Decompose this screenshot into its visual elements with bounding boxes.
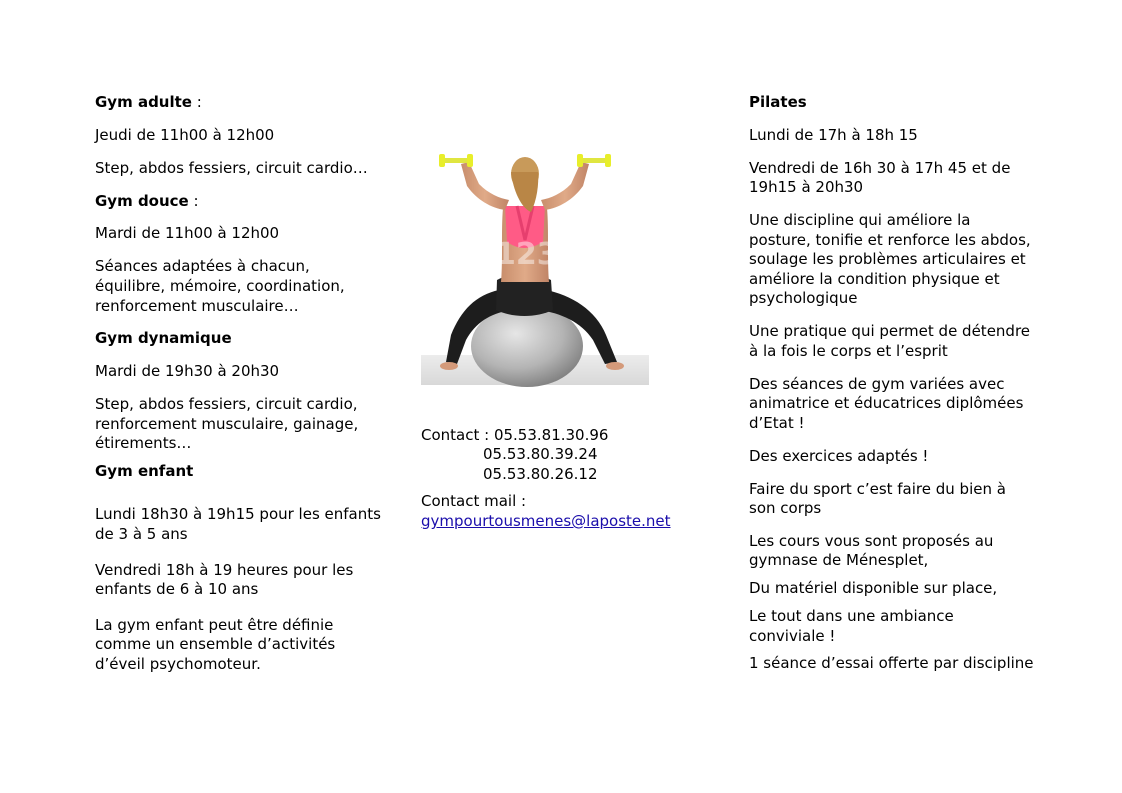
fitness-photo: [421, 150, 649, 388]
pilates-desc5-1: Faire du sport c’est faire du bien à: [749, 480, 1006, 498]
pilates-title: Pilates: [749, 93, 807, 111]
contact-phone-3: 05.53.80.26.12: [483, 465, 598, 483]
gym-dynamique-desc-1: Step, abdos fessiers, circuit cardio,: [95, 395, 358, 413]
pilates-desc8-1: Le tout dans une ambiance: [749, 607, 954, 625]
pilates-desc8-2: conviviale !: [749, 627, 836, 645]
gym-enfant-time1-1: Lundi 18h30 à 19h15 pour les enfants: [95, 505, 381, 523]
pilates-desc6-2: gymnase de Ménesplet,: [749, 551, 929, 569]
pilates-desc2-2: à la fois le corps et l’esprit: [749, 342, 948, 360]
pilates-desc2-1: Une pratique qui permet de détendre: [749, 322, 1031, 340]
contact-mail-link[interactable]: gympourtousmenes@laposte.net: [421, 512, 671, 530]
pilates-desc3-2: animatrice et éducatrices diplômées: [749, 394, 1024, 412]
pilates-desc1-5: psychologique: [749, 289, 858, 307]
pilates-desc1-1: Une discipline qui améliore la: [749, 211, 971, 229]
gym-douce-heading: [95, 192, 199, 212]
pilates-desc1-4: améliore la condition physique et: [749, 270, 1000, 288]
gym-douce-title: Gym douce: [95, 192, 189, 210]
gym-douce-desc-3: renforcement musculaire…: [95, 297, 299, 315]
gym-dynamique-desc-3: étirements…: [95, 434, 192, 452]
pilates-time-2-line-2: 19h15 à 20h30: [749, 178, 864, 196]
gym-enfant-title: Gym enfant: [95, 462, 194, 480]
pilates-desc5-2: son corps: [749, 499, 822, 517]
pilates-desc1-3: soulage les problèmes articulaires et: [749, 250, 1026, 268]
gym-enfant-desc-3: d’éveil psychomoteur.: [95, 655, 261, 673]
pilates-desc3-1: Des séances de gym variées avec: [749, 375, 1005, 393]
svg-text:123RF: 123RF: [495, 237, 602, 272]
gym-douce-colon: :: [188, 192, 199, 210]
gym-dynamique-time: Mardi de 19h30 à 20h30: [95, 362, 280, 380]
gym-adulte-colon: :: [191, 93, 202, 111]
gym-douce-desc-2: équilibre, mémoire, coordination,: [95, 277, 345, 295]
gym-adulte-time: Jeudi de 11h00 à 12h00: [95, 126, 275, 144]
gym-dynamique-title: Gym dynamique: [95, 329, 232, 347]
gym-adulte-title: Gym adulte: [95, 93, 192, 111]
pilates-desc3-3: d’Etat !: [749, 414, 805, 432]
pilates-desc1-2: posture, tonifie et renforce les abdos,: [749, 231, 1031, 249]
pilates-time-1: Lundi de 17h à 18h 15: [749, 126, 918, 144]
gym-dynamique-desc-2: renforcement musculaire, gainage,: [95, 415, 359, 433]
gym-enfant-time2-1: Vendredi 18h à 19 heures pour les: [95, 561, 354, 579]
gym-enfant-desc-2: comme un ensemble d’activités: [95, 635, 336, 653]
gym-adulte-heading: [95, 93, 202, 113]
pilates-desc4: Des exercices adaptés !: [749, 447, 929, 465]
watermark-logo: [455, 237, 601, 272]
contact-mail-label: Contact mail :: [421, 492, 527, 510]
gym-enfant-time2-2: enfants de 6 à 10 ans: [95, 580, 259, 598]
pilates-desc9: 1 séance d’essai offerte par discipline: [749, 654, 1034, 672]
gym-douce-time: Mardi de 11h00 à 12h00: [95, 224, 280, 242]
gym-enfant-desc-1: La gym enfant peut être définie: [95, 616, 334, 634]
pilates-time-2-line-1: Vendredi de 16h 30 à 17h 45 et de: [749, 159, 1011, 177]
contact-phone-2: 05.53.80.39.24: [483, 445, 598, 463]
gym-douce-desc-1: Séances adaptées à chacun,: [95, 257, 310, 275]
pilates-desc6-1: Les cours vous sont proposés au: [749, 532, 994, 550]
gym-enfant-time1-2: de 3 à 5 ans: [95, 525, 188, 543]
gym-adulte-desc: Step, abdos fessiers, circuit cardio…: [95, 159, 368, 177]
pilates-desc7: Du matériel disponible sur place,: [749, 579, 998, 597]
contact-phone-1: Contact : 05.53.81.30.96: [421, 426, 609, 444]
